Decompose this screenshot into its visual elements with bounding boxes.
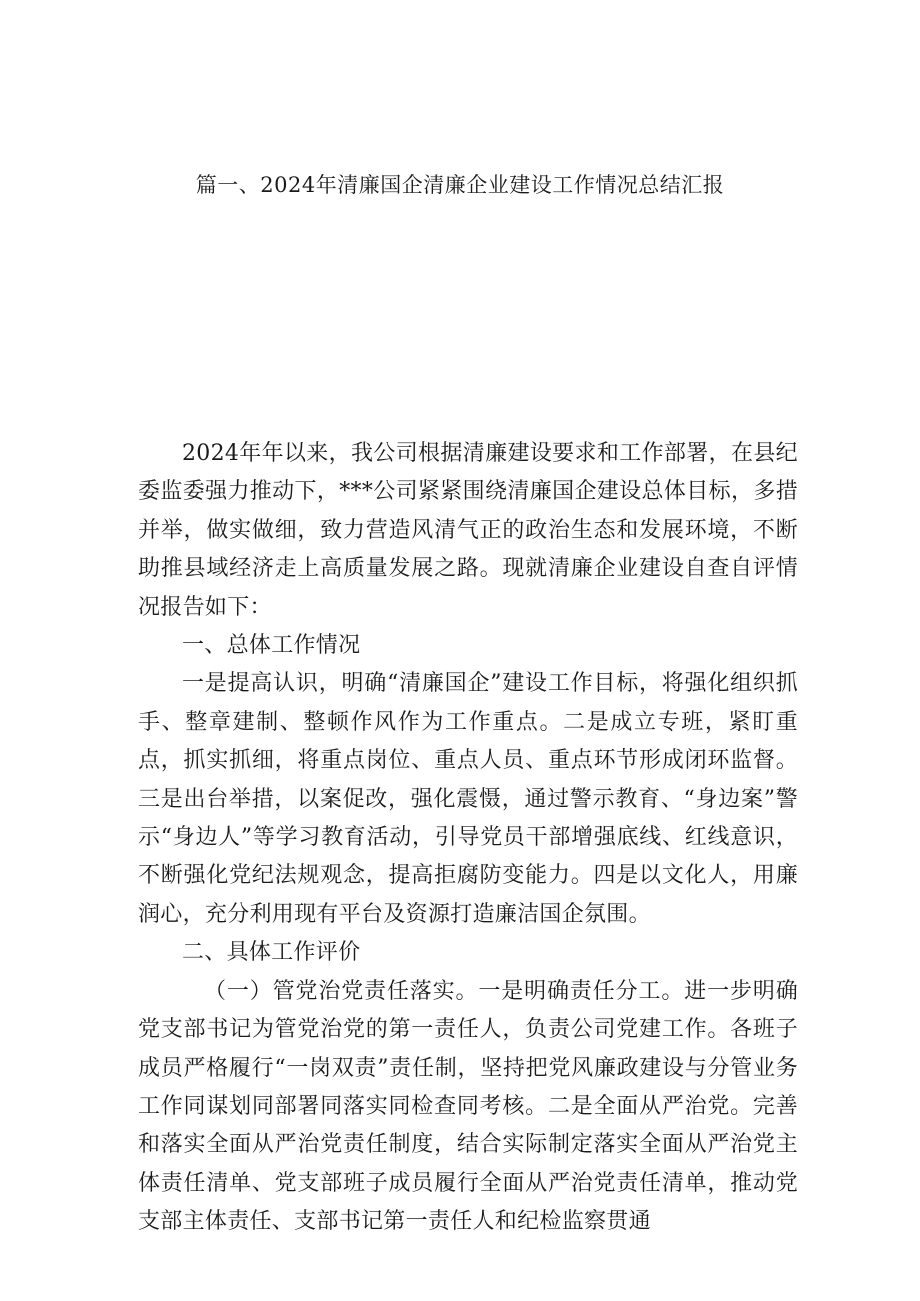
- document-body: [138, 435, 798, 1242]
- section-1-paragraph: 一是提高认识，明确“清廉国企”建设工作目标，将强化组织抓手、整章建制、整顿作风作为工作重点。二是成立专班，紧盯重点，抓实抓细，将重点岗位、重点人员、重点环节形成闭环监督。三是出台举措，以案促改，强化震慑，通过警示教育、“身边案”警示“身边人”等学习教育活动，引导党员干部增强底线、红线意识，不断强化党纪法规观念，提高拒腐防变能力。四是以文化人，用廉润心，充分利用现有平台及资源打造廉洁国企氛围。: [138, 671, 798, 927]
- section-2-heading: 二、具体工作评价: [182, 940, 361, 966]
- document-title: 篇一、2024年清廉国企清廉企业建设工作情况总结汇报: [195, 173, 725, 197]
- section-1-heading: 一、总体工作情况: [182, 633, 361, 659]
- intro-paragraph: 2024年年以来，我公司根据清廉建设要求和工作部署，在县纪委监委强力推动下，***公司紧紧围绕清廉国企建设总体目标，多措并举，做实做细，致力营造风清气正的政治生态和发展环境，不断助推县域经济走上高质量发展之路。现就清廉企业建设自查自评情况报告如下：: [138, 441, 798, 620]
- section-2-item-1-paragraph: （一）管党治党责任落实。一是明确责任分工。进一步明确党支部书记为管党治党的第一责任人，负责公司党建工作。各班子成员严格履行“一岗双责”责任制，坚持把党风廉政建设与分管业务工作同谋划同部署同落实同检查同考核。二是全面从严治党。完善和落实全面从严治党责任制度，结合实际制定落实全面从严治党主体责任清单、党支部班子成员履行全面从严治党责任清单，推动党支部主体责任、支部书记第一责任人和纪检监察贯通: [138, 978, 798, 1235]
